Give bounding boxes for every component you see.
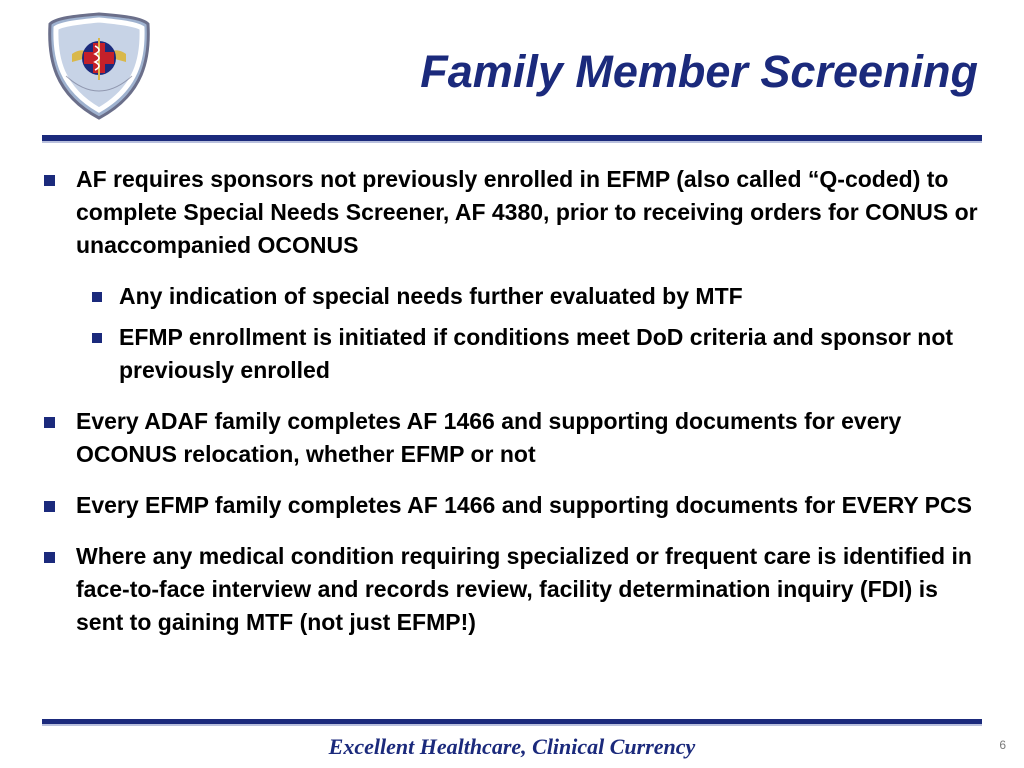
bullet-text: AF requires sponsors not previously enrolled in EFMP (also called “Q-coded) to complete Special Needs Screener, AF 4380, prior to receiving orders for CONUS or unaccompanied OCONUS xyxy=(76,166,978,258)
square-bullet-icon xyxy=(92,292,102,302)
footer-divider xyxy=(42,719,982,726)
sub-bullet-text: EFMP enrollment is initiated if conditions meet DoD criteria and sponsor not previously enrolled xyxy=(119,324,954,383)
afmoa-shield-logo-icon xyxy=(44,10,154,122)
bullet-item xyxy=(42,405,986,471)
bullet-item xyxy=(42,489,986,522)
square-bullet-icon xyxy=(92,333,102,343)
sub-bullet-item xyxy=(42,280,986,313)
bullet-text: Every ADAF family completes AF 1466 and supporting documents for every OCONUS relocation, whether EFMP or not xyxy=(76,408,902,467)
title-divider xyxy=(42,135,982,143)
sub-bullet-list xyxy=(42,280,986,387)
square-bullet-icon xyxy=(44,501,55,512)
footer-tagline: Excellent Healthcare, Clinical Currency xyxy=(328,734,696,759)
page-title: Family Member Screening xyxy=(420,46,978,97)
square-bullet-icon xyxy=(44,175,55,186)
square-bullet-icon xyxy=(44,417,55,428)
bullet-text: Where any medical condition requiring specialized or frequent care is identified in face-to-face interview and records review, facility determination inquiry (FDI) is sent to gaining MTF (not just EFMP!) xyxy=(76,543,972,635)
page-number: 6 xyxy=(999,738,1006,752)
bullet-list xyxy=(42,163,986,657)
bullet-item xyxy=(42,540,986,639)
sub-bullet-text: Any indication of special needs further evaluated by MTF xyxy=(119,283,743,309)
square-bullet-icon xyxy=(44,552,55,563)
bullet-item xyxy=(42,163,986,262)
bullet-text: Every EFMP family completes AF 1466 and supporting documents for EVERY PCS xyxy=(76,492,972,518)
sub-bullet-item xyxy=(42,321,986,387)
